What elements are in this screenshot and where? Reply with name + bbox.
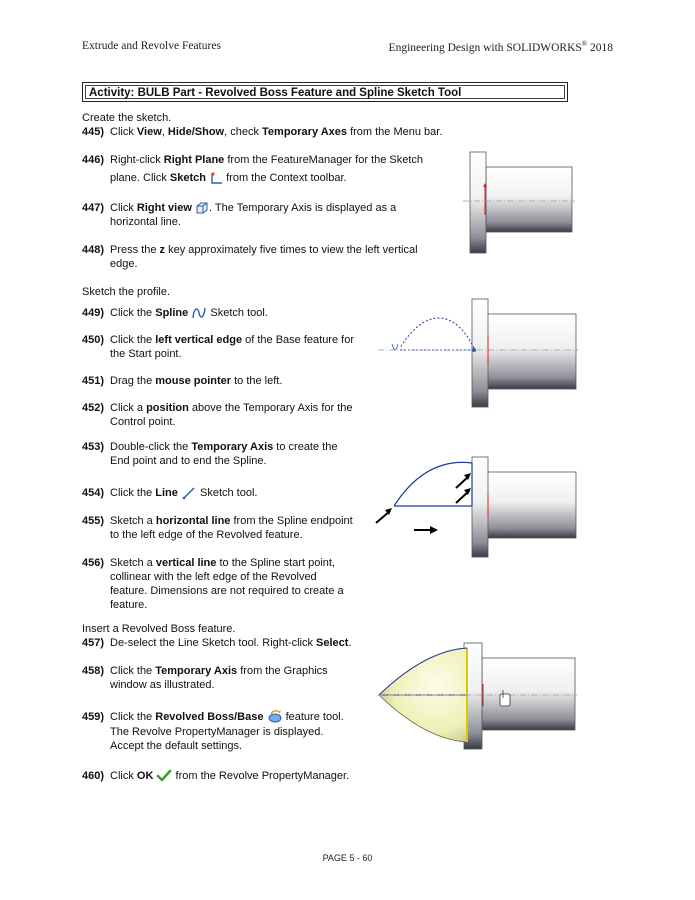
step-459: 459) Click the Revolved Boss/Base feature tool. The Revolve PropertyManager is displayed. Accept the default settings.: [82, 710, 344, 752]
step-456: 456) Sketch a vertical line to the Spline start point, collinear with the left edge of the Revolved feature. Dimensions are not required to create a feature.: [82, 557, 344, 611]
sketch-icon: [209, 171, 223, 185]
page-footer: PAGE 5 - 60: [322, 853, 373, 863]
step-454: 454) Click the Line Sketch tool.: [82, 485, 442, 501]
base-flange: [470, 152, 486, 253]
spline-icon: [191, 305, 207, 321]
step-458: 458) Click the Temporary Axis from the Graphics window as illustrated.: [82, 665, 328, 691]
page-header-left: Extrude and Revolve Features: [82, 40, 221, 52]
figure-spline-drag: [378, 296, 578, 411]
page-header-right: Engineering Design with SOLIDWORKS® 2018: [388, 40, 613, 54]
step-445: 445) Click View, Hide/Show, check Temporary Axes from the Menu bar.: [82, 126, 443, 138]
step-453: 453) Double-click the Temporary Axis to create the End point and to end the Spline.: [82, 441, 338, 467]
spline-preview: [400, 318, 474, 348]
figure-closed-profile: [372, 455, 578, 560]
arrow-horizontal-line: [430, 526, 438, 534]
spline-cursor-icon: [392, 344, 398, 350]
cylinder-body: [486, 167, 572, 232]
figure-base-right-view: [463, 150, 575, 255]
step-449: 449) Click the Spline Sketch tool.: [82, 305, 442, 321]
revolved-boss-icon: [267, 709, 283, 725]
section-insert-revolved: Insert a Revolved Boss feature.: [82, 623, 236, 635]
activity-title: Activity: BULB Part - Revolved Boss Feature and Spline Sketch Tool: [85, 85, 565, 99]
section-sketch-profile: Sketch the profile.: [82, 286, 171, 298]
step-455: 455) Sketch a horizontal line from the Spline endpoint to the left edge of the Revolved feature.: [82, 515, 353, 541]
step-460: 460) Click OK from the Revolve PropertyManager.: [82, 768, 442, 784]
step-451: 451) Drag the mouse pointer to the left.: [82, 375, 283, 387]
activity-box: [82, 82, 568, 102]
line-icon: [181, 485, 197, 501]
right-view-icon: [195, 201, 209, 215]
section-create-sketch: Create the sketch.: [82, 112, 172, 124]
step-450: 450) Click the left vertical edge of the Base feature for the Start point.: [82, 334, 354, 360]
ok-checkmark-icon: [156, 768, 172, 784]
step-446: 446) Right-click Right Plane from the FeatureManager for the Sketch plane. Click Sketch from the Context toolbar.: [82, 154, 424, 184]
step-452: 452) Click a position above the Temporary Axis for the Control point.: [82, 402, 353, 428]
step-448: 448) Press the z key approximately five times to view the left vertical edge.: [82, 244, 418, 270]
step-447: 447) Click Right view . The Temporary Axis is displayed as a horizontal line.: [82, 202, 397, 229]
step-457: 457) De-select the Line Sketch tool. Right-click Select.: [82, 637, 352, 649]
figure-revolve-preview: [377, 640, 577, 752]
